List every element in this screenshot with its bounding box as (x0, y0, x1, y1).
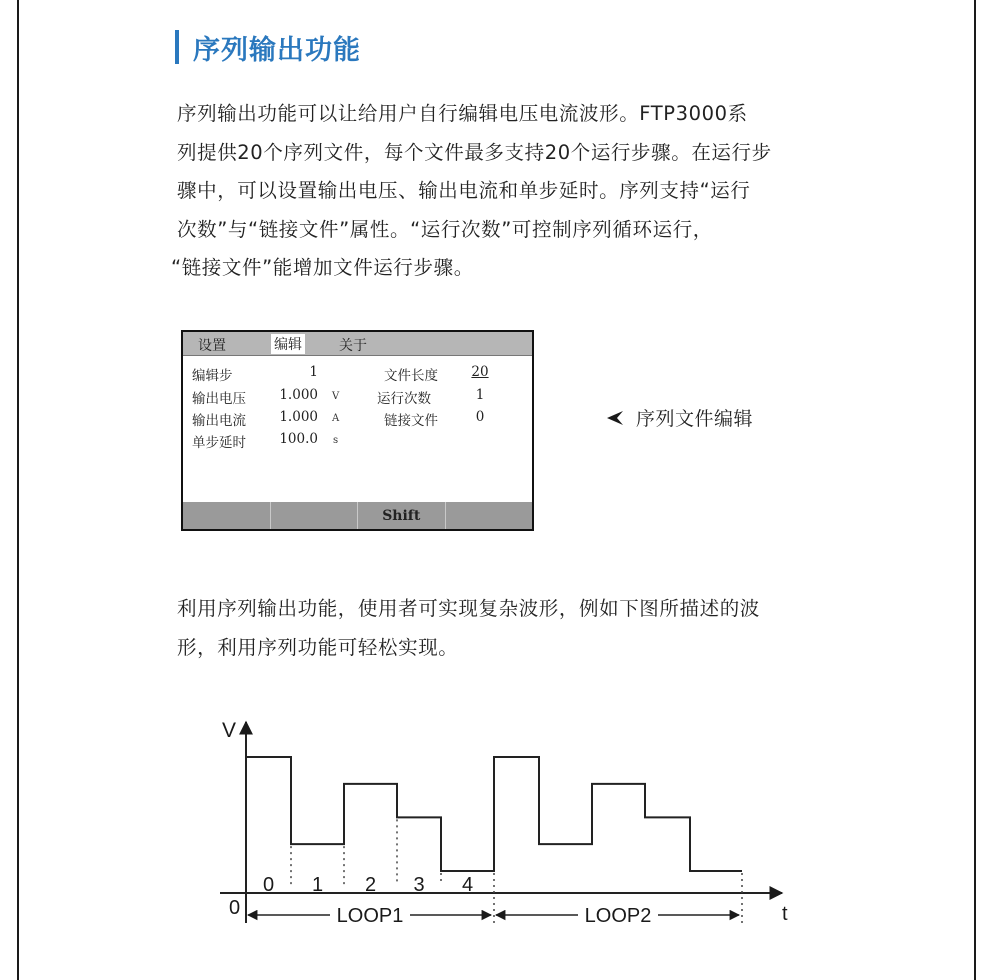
arrow-left-icon (606, 409, 624, 427)
lcd-value-output-current[interactable]: 1.000 (279, 409, 318, 425)
paragraph-line: 形，利用序列功能可轻松实现。 (177, 635, 459, 659)
paragraph-line: 列提供20个序列文件，每个文件最多支持20个运行步骤。在运行步 (177, 140, 772, 164)
lcd-value-run-count[interactable]: 1 (475, 387, 485, 403)
origin-label: 0 (229, 897, 241, 919)
lcd-label-link-file: 链接文件 (384, 413, 438, 429)
waveform-svg (0, 700, 990, 940)
waveform-line (246, 757, 742, 871)
lcd-value-output-voltage[interactable]: 1.000 (279, 387, 318, 403)
lcd-unit-seconds: s (333, 435, 339, 446)
lcd-softkey-bar (183, 502, 532, 529)
lcd-label-step-delay: 单步延时 (192, 435, 246, 451)
loop-label: LOOP1 (336, 905, 404, 927)
paragraph-line: 利用序列输出功能，使用者可实现复杂波形，例如下图所描述的波 (177, 597, 760, 620)
lcd-tab-settings[interactable]: 设置 (198, 338, 226, 354)
lcd-softkey-2[interactable] (271, 502, 359, 529)
step-label: 1 (311, 874, 324, 896)
lcd-tab-edit[interactable]: 编辑 (271, 334, 305, 354)
lcd-label-run-count: 运行次数 (377, 391, 431, 407)
lcd-tab-bar (183, 332, 532, 356)
lcd-tab-about[interactable]: 关于 (339, 338, 367, 354)
lcd-value-file-length[interactable]: 20 (471, 364, 489, 380)
step-label: 2 (364, 874, 377, 896)
lcd-softkey-1[interactable] (183, 502, 271, 529)
lcd-label-output-current: 输出电流 (192, 413, 246, 429)
lcd-softkey-4[interactable] (446, 502, 533, 529)
loop-label: LOOP2 (584, 905, 652, 927)
second-paragraph (177, 590, 837, 667)
x-axis-label: t (782, 903, 788, 925)
callout-text: 序列文件编辑 (636, 408, 754, 430)
paragraph-line: 骤中，可以设置输出电压、输出电流和单步延时。序列支持“运行 (177, 179, 751, 202)
lcd-screen (181, 330, 534, 531)
lcd-unit-current: A (332, 413, 340, 424)
intro-paragraph (171, 95, 837, 288)
lcd-value-edit-step[interactable]: 1 (309, 364, 318, 380)
waveform-chart (0, 700, 990, 940)
heading-accent-bar (175, 30, 179, 64)
section-title: 序列输出功能 (193, 34, 361, 66)
paragraph-line: 次数”与“链接文件”属性。“运行次数”可控制序列循环运行， (177, 217, 713, 241)
lcd-value-step-delay[interactable]: 100.0 (279, 431, 318, 447)
step-label: 4 (461, 874, 474, 896)
step-label: 0 (262, 874, 275, 896)
lcd-callout (606, 404, 753, 431)
lcd-label-edit-step: 编辑步 (192, 368, 233, 384)
paragraph-line: “链接文件”能增加文件运行步骤。 (171, 256, 474, 279)
lcd-unit-voltage: V (332, 391, 340, 402)
step-label: 3 (413, 874, 425, 896)
lcd-label-output-voltage: 输出电压 (192, 391, 246, 407)
y-axis-label: V (222, 719, 237, 742)
section-heading (175, 28, 361, 66)
lcd-value-link-file[interactable]: 0 (475, 409, 485, 425)
lcd-label-file-length: 文件长度 (384, 368, 438, 384)
paragraph-line: 序列输出功能可以让给用户自行编辑电压电流波形。FTP3000系 (177, 102, 748, 125)
lcd-softkey-shift[interactable]: Shift (358, 502, 446, 529)
